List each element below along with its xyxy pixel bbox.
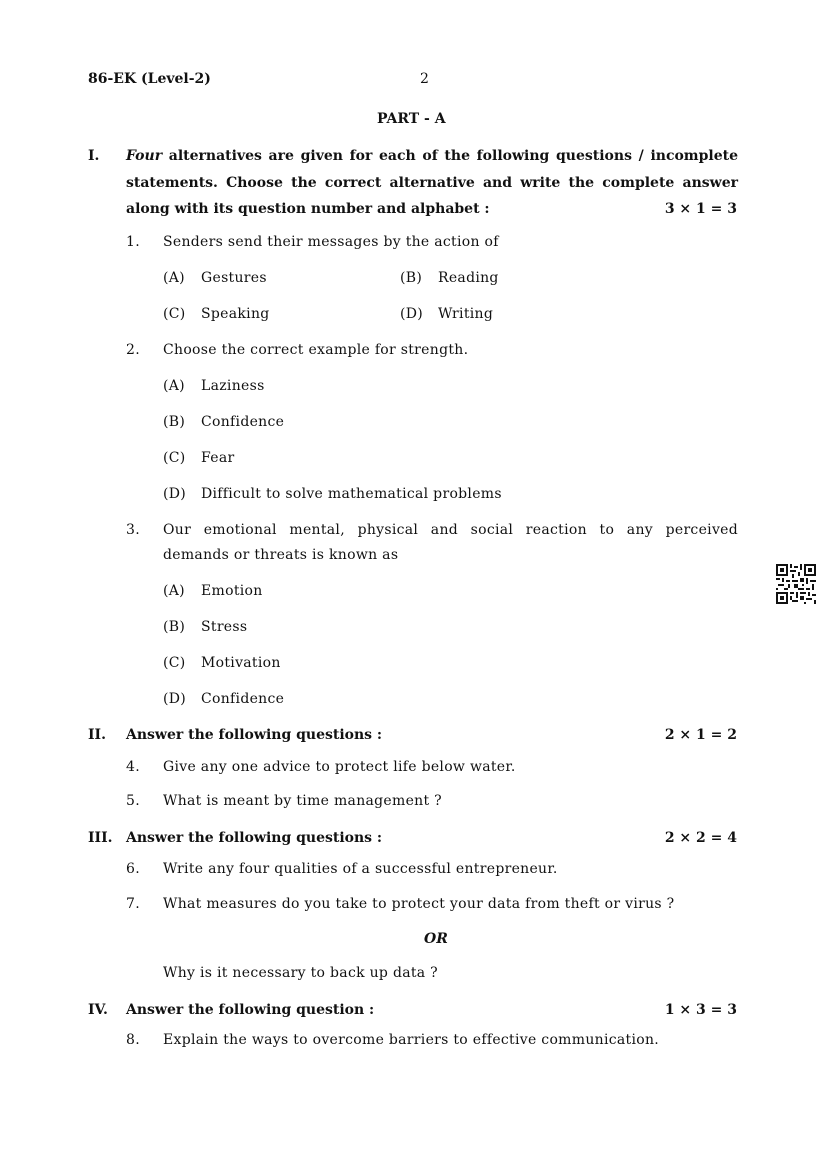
option-label: (B): [400, 270, 423, 286]
or-separator: OR: [424, 931, 448, 947]
section-instruction: Answer the following question :: [126, 1002, 375, 1018]
option-text: Confidence: [201, 414, 285, 430]
option-text: Difficult to solve mathematical problems: [201, 486, 502, 502]
option-label: (B): [163, 619, 186, 635]
paper-code: 86-EK (Level-2): [88, 71, 211, 87]
question-number: 7.: [126, 896, 140, 912]
question-number: 4.: [126, 759, 140, 775]
option-label: (D): [400, 306, 424, 322]
question-number: 6.: [126, 861, 140, 877]
section-numeral: III.: [88, 830, 113, 846]
page-number: 2: [420, 71, 429, 87]
instruction-text: alternatives are given for each of the following questions / incomplete: [168, 148, 739, 164]
section-instruction-line: along with its question number and alphabet :: [126, 201, 490, 217]
question-text: Write any four qualities of a successful entrepreneur.: [163, 861, 558, 877]
option-label: (A): [163, 270, 185, 286]
marks-allocation: 2 × 2 = 4: [664, 830, 737, 846]
marks-allocation: 1 × 3 = 3: [664, 1002, 737, 1018]
option-label: (C): [163, 306, 186, 322]
section-instruction: Answer the following questions :: [126, 727, 383, 743]
marks-allocation: 2 × 1 = 2: [664, 727, 737, 743]
question-number: 2.: [126, 342, 140, 358]
option-text: Reading: [438, 270, 499, 286]
question-text: demands or threats is known as: [163, 547, 399, 563]
question-text: Why is it necessary to back up data ?: [163, 965, 438, 981]
question-number: 8.: [126, 1032, 140, 1048]
option-text: Motivation: [201, 655, 281, 671]
question-number: 1.: [126, 234, 140, 250]
option-label: (C): [163, 655, 186, 671]
question-text: Senders send their messages by the action of: [163, 234, 499, 250]
section-instruction-line: statements. Choose the correct alternative and write the complete answer: [126, 175, 738, 191]
section-instruction: Answer the following questions :: [126, 830, 383, 846]
section-numeral: IV.: [88, 1002, 108, 1018]
option-text: Fear: [201, 450, 235, 466]
question-text: Our emotional mental, physical and social reaction to any perceived: [163, 522, 738, 538]
option-text: Laziness: [201, 378, 265, 394]
question-text: Choose the correct example for strength.: [163, 342, 469, 358]
option-label: (A): [163, 378, 185, 394]
marks-allocation: 3 × 1 = 3: [664, 201, 737, 217]
option-label: (A): [163, 583, 185, 599]
section-instruction-line: [126, 148, 738, 164]
question-text: Explain the ways to overcome barriers to effective communication.: [163, 1032, 660, 1048]
instruction-emphasis: Four: [126, 148, 163, 164]
option-text: Writing: [438, 306, 494, 322]
option-text: Gestures: [201, 270, 267, 286]
part-title: PART - A: [377, 111, 446, 127]
option-label: (D): [163, 691, 187, 707]
option-label: (D): [163, 486, 187, 502]
section-numeral: II.: [88, 727, 106, 743]
option-label: (C): [163, 450, 186, 466]
option-text: Speaking: [201, 306, 270, 322]
question-text: What is meant by time management ?: [163, 793, 442, 809]
question-text: Give any one advice to protect life below water.: [163, 759, 516, 775]
section-numeral: I.: [88, 148, 100, 164]
qr-code-icon: [776, 564, 816, 604]
option-label: (B): [163, 414, 186, 430]
question-number: 5.: [126, 793, 140, 809]
option-text: Emotion: [201, 583, 263, 599]
option-text: Stress: [201, 619, 248, 635]
question-text: What measures do you take to protect your data from theft or virus ?: [163, 896, 675, 912]
question-number: 3.: [126, 522, 140, 538]
option-text: Confidence: [201, 691, 285, 707]
